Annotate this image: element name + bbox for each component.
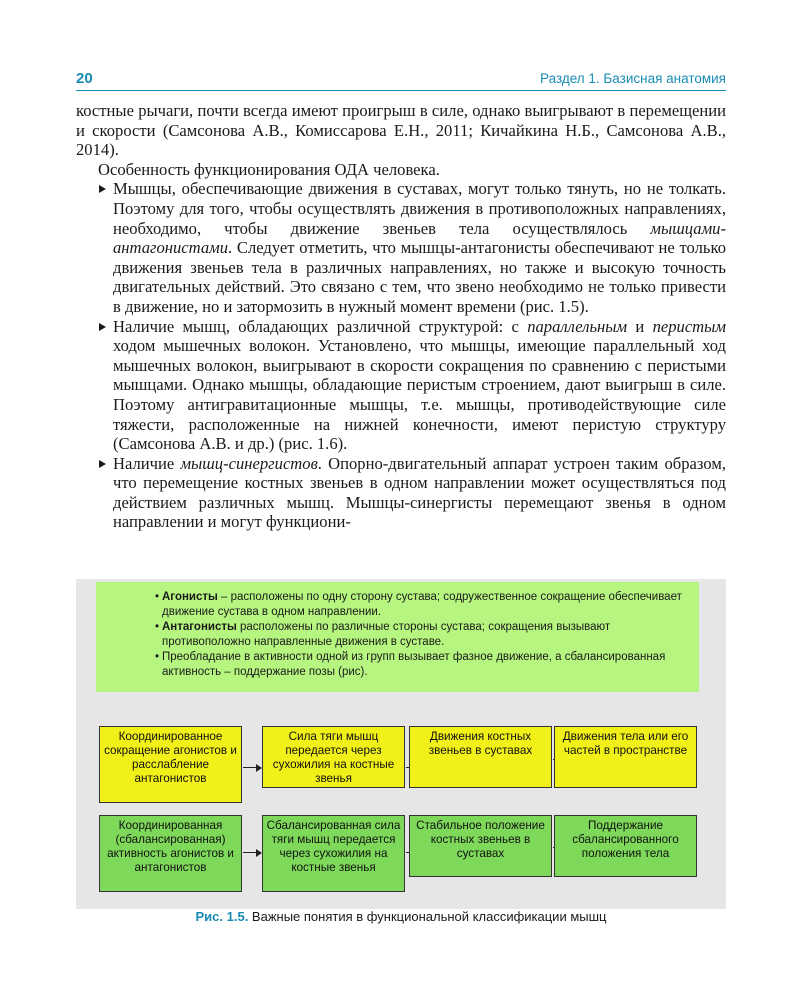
triangle-bullet-icon bbox=[99, 185, 106, 193]
summary-item-agonists: • Агонисты – расположены по одну сторону сустава; содружественное сокращение обеспечивает движение сустава в одном направлении. bbox=[155, 591, 682, 618]
flow-box-r2-2: Сбалансированная сила тяги мышц передается через сухожилия на костные звенья bbox=[262, 815, 405, 892]
figure-1-5 bbox=[76, 579, 726, 924]
paragraph-intro: Особенность функционирования ОДА человека. bbox=[98, 159, 440, 179]
figure-caption bbox=[76, 909, 726, 924]
page-number: 20 bbox=[76, 70, 93, 87]
page-header bbox=[76, 66, 726, 91]
flow-box-r1-2: Сила тяги мышц передается через сухожилия на костные звенья bbox=[262, 726, 405, 788]
flow-box-r1-1: Координированное сокращение агонистов и расслабление антагонистов bbox=[99, 726, 242, 803]
triangle-bullet-icon bbox=[99, 323, 106, 331]
caption-label: Рис. 1.5. bbox=[195, 909, 249, 924]
flow-box-r2-4: Поддержание сбалансированного положения тела bbox=[554, 815, 697, 877]
arrow-right-icon bbox=[243, 852, 261, 853]
bullet-antagonists: Мышцы, обеспечивающие движения в суставах, могут только тянуть, но не толкать. Поэтому для того, чтобы осуществлять движения в противоположных направлениях, необходимо, чтобы движение звеньев тела осуществлялось мышцами-антагонистами. Следует отметить, что мышцы-антагонисты обеспечивают не только движения звеньев тела в различных направлениях, но также и высокую точность двигательных действий. Это связано с тем, что звено необходимо не только привести в движение, но и затормозить в нужный момент времени (рис. 1.5). bbox=[76, 179, 726, 316]
summary-panel bbox=[96, 582, 699, 692]
summary-item-antagonists: • Антагонисты расположены по различные стороны сустава; сокращения вызывают противоположно направленные движения в суставе. bbox=[155, 621, 611, 648]
body-text bbox=[76, 101, 726, 532]
triangle-bullet-icon bbox=[99, 460, 106, 468]
flow-box-r2-3: Стабильное положение костных звеньев в суставах bbox=[409, 815, 552, 877]
running-section-title: Раздел 1. Базисная анатомия bbox=[540, 71, 726, 86]
arrow-right-icon bbox=[243, 767, 261, 768]
bullet-synergists: Наличие мышц-синергистов. Опорно-двигательный аппарат устроен таким образом, что перемещение костных звеньев в одном направлении может осуществляться под действием различных мышц. Мышцы-синергисты перемещают звенья в одном направлении и могут функциони- bbox=[76, 454, 726, 532]
paragraph-continuation: костные рычаги, почти всегда имеют проигрыш в силе, однако выигрывают в перемещении и скорости (Самсонова А.В., Комиссарова Е.Н., 2011; Кичайкина Н.Б., Самсонова А.В., 2014). bbox=[76, 101, 726, 160]
summary-item-balance: • Преобладание в активности одной из групп вызывает фазное движение, а сбалансированная активность – поддержание позы (рис). bbox=[155, 651, 666, 678]
flow-box-r1-3: Движения костных звеньев в суставах bbox=[409, 726, 552, 788]
summary-list bbox=[96, 582, 699, 680]
flow-box-r1-4: Движения тела или его частей в пространстве bbox=[554, 726, 697, 788]
caption-text: Важные понятия в функциональной классификации мышц bbox=[248, 909, 607, 924]
bullet-fiber-structure: Наличие мышц, обладающих различной структурой: с параллельным и перистым ходом мышечных волокон. Установлено, что мышцы, имеющие параллельный ход мышечных волокон, выигрывают в скорости сокращения по сравнению с перистыми мышцами. Однако мышцы, обладающие перистым строением, дают выигрыш в силе. Поэтому антигравитационные мышцы, т.е. мышцы, противодействующие силе тяжести, расположенные на нижней конечности, имеют перистую структуру (Самсонова А.В. и др.) (рис. 1.6). bbox=[76, 317, 726, 454]
flow-box-r2-1: Координированная (сбалансированная) активность агонистов и антагонистов bbox=[99, 815, 242, 892]
